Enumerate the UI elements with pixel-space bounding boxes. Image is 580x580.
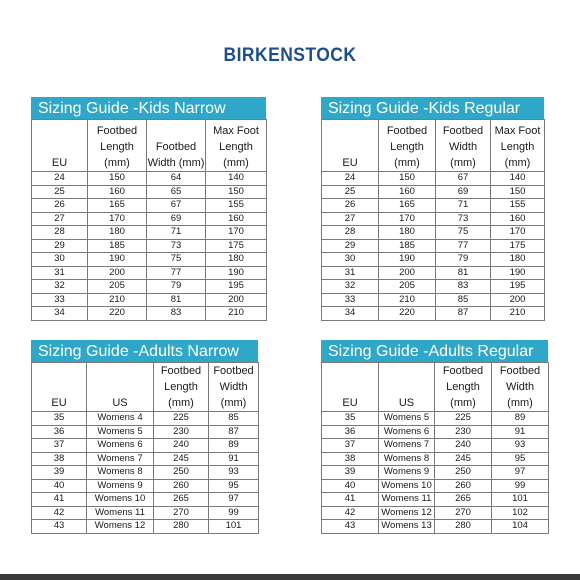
table-cell: 73: [147, 239, 206, 253]
table-cell: 89: [492, 412, 549, 426]
table-cell: 81: [147, 293, 206, 307]
table-cell: 265: [154, 493, 209, 507]
table-row: [32, 212, 267, 226]
table-cell: 160: [206, 212, 267, 226]
kids-regular-header-row: [322, 120, 545, 172]
table-cell: 170: [206, 226, 267, 240]
bottom-divider: [0, 574, 580, 580]
table-cell: 175: [206, 239, 267, 253]
table-row: [322, 185, 545, 199]
table-cell: 87: [436, 307, 491, 321]
table-cell: 190: [88, 253, 147, 267]
table-cell: 71: [436, 199, 491, 213]
table-cell: 24: [32, 172, 88, 186]
table-cell: 79: [436, 253, 491, 267]
table-cell: 89: [209, 439, 259, 453]
table-cell: 175: [491, 239, 545, 253]
table-cell: 28: [322, 226, 379, 240]
table-cell: 270: [154, 506, 209, 520]
table-row: [322, 412, 549, 426]
table-cell: 230: [435, 425, 492, 439]
table-cell: 32: [32, 280, 88, 294]
header-us: US: [87, 363, 154, 412]
header-footbed-length: Footbed Length (mm): [435, 363, 492, 412]
table-cell: 69: [147, 212, 206, 226]
table-cell: 260: [435, 479, 492, 493]
table-cell: 160: [491, 212, 545, 226]
table-cell: 37: [32, 439, 87, 453]
table-cell: 83: [147, 307, 206, 321]
table-cell: Womens 5: [379, 412, 435, 426]
table-cell: 24: [322, 172, 379, 186]
table-cell: 200: [206, 293, 267, 307]
table-cell: Womens 8: [87, 466, 154, 480]
table-cell: 73: [436, 212, 491, 226]
kids-narrow-panel: [31, 97, 266, 321]
table-cell: 43: [322, 520, 379, 534]
table-cell: 85: [209, 412, 259, 426]
table-cell: 67: [147, 199, 206, 213]
table-cell: 26: [322, 199, 379, 213]
table-cell: 190: [491, 266, 545, 280]
table-cell: 37: [322, 439, 379, 453]
adults-narrow-table: [31, 362, 259, 534]
table-cell: 190: [206, 266, 267, 280]
header-us: US: [379, 363, 435, 412]
table-cell: 26: [32, 199, 88, 213]
table-cell: 180: [88, 226, 147, 240]
table-row: [32, 520, 259, 534]
table-cell: 240: [154, 439, 209, 453]
table-cell: 104: [492, 520, 549, 534]
table-cell: 39: [322, 466, 379, 480]
table-cell: 97: [209, 493, 259, 507]
table-cell: 180: [379, 226, 436, 240]
table-row: [32, 293, 267, 307]
kids-narrow-title: Sizing Guide -Kids Narrow: [31, 97, 266, 119]
table-cell: 270: [435, 506, 492, 520]
table-row: [322, 293, 545, 307]
table-cell: Womens 12: [87, 520, 154, 534]
table-cell: 102: [492, 506, 549, 520]
table-cell: 220: [88, 307, 147, 321]
table-cell: Womens 10: [87, 493, 154, 507]
table-cell: 250: [435, 466, 492, 480]
table-cell: 155: [206, 199, 267, 213]
table-cell: 39: [32, 466, 87, 480]
table-cell: 65: [147, 185, 206, 199]
table-cell: 77: [436, 239, 491, 253]
table-cell: 150: [491, 185, 545, 199]
table-cell: 170: [491, 226, 545, 240]
table-cell: Womens 11: [379, 493, 435, 507]
kids-regular-title: Sizing Guide -Kids Regular: [321, 97, 544, 119]
header-footbed-length: Footbed Length (mm): [88, 120, 147, 172]
table-row: [32, 412, 259, 426]
table-cell: 30: [322, 253, 379, 267]
table-row: [32, 493, 259, 507]
table-row: [322, 479, 549, 493]
table-cell: 165: [379, 199, 436, 213]
table-cell: 225: [435, 412, 492, 426]
table-cell: 230: [154, 425, 209, 439]
header-footbed-length: Footbed Length (mm): [379, 120, 436, 172]
table-cell: 150: [206, 185, 267, 199]
table-cell: 30: [32, 253, 88, 267]
adults-regular-title: Sizing Guide -Adults Regular: [321, 340, 548, 362]
table-row: [322, 466, 549, 480]
table-cell: 280: [435, 520, 492, 534]
table-cell: 210: [491, 307, 545, 321]
table-cell: 210: [379, 293, 436, 307]
table-cell: 42: [322, 506, 379, 520]
table-cell: 40: [322, 479, 379, 493]
table-cell: 95: [492, 452, 549, 466]
table-cell: 41: [32, 493, 87, 507]
table-cell: 200: [88, 266, 147, 280]
table-cell: 43: [32, 520, 87, 534]
table-cell: 160: [379, 185, 436, 199]
table-row: [32, 439, 259, 453]
table-cell: 75: [436, 226, 491, 240]
table-cell: Womens 6: [87, 439, 154, 453]
table-cell: Womens 7: [379, 439, 435, 453]
header-footbed-width: Footbed Width (mm): [492, 363, 549, 412]
table-row: [322, 199, 545, 213]
table-cell: 28: [32, 226, 88, 240]
table-cell: 41: [322, 493, 379, 507]
table-cell: 280: [154, 520, 209, 534]
table-cell: 32: [322, 280, 379, 294]
table-row: [32, 199, 267, 213]
table-cell: 38: [32, 452, 87, 466]
adults-regular-panel: [321, 340, 548, 534]
header-footbed-width: Footbed Width (mm): [147, 120, 206, 172]
table-cell: 35: [322, 412, 379, 426]
table-row: [322, 439, 549, 453]
table-row: [322, 172, 545, 186]
table-cell: 265: [435, 493, 492, 507]
table-row: [322, 253, 545, 267]
table-cell: 31: [322, 266, 379, 280]
table-cell: 160: [88, 185, 147, 199]
table-cell: 29: [322, 239, 379, 253]
table-row: [322, 307, 545, 321]
kids-narrow-header-row: [32, 120, 267, 172]
table-cell: 195: [206, 280, 267, 294]
table-row: [322, 266, 545, 280]
table-row: [322, 280, 545, 294]
header-footbed-width: Footbed Width (mm): [209, 363, 259, 412]
table-row: [322, 239, 545, 253]
table-cell: 205: [379, 280, 436, 294]
table-cell: 260: [154, 479, 209, 493]
table-cell: Womens 11: [87, 506, 154, 520]
table-row: [32, 172, 267, 186]
table-cell: 87: [209, 425, 259, 439]
header-max-foot-length: Max Foot Length (mm): [206, 120, 267, 172]
table-cell: 91: [209, 452, 259, 466]
table-row: [322, 452, 549, 466]
table-cell: Womens 10: [379, 479, 435, 493]
table-cell: 29: [32, 239, 88, 253]
table-row: [32, 452, 259, 466]
table-cell: 250: [154, 466, 209, 480]
table-cell: 40: [32, 479, 87, 493]
table-cell: 36: [322, 425, 379, 439]
table-cell: 79: [147, 280, 206, 294]
table-cell: 225: [154, 412, 209, 426]
table-cell: Womens 4: [87, 412, 154, 426]
table-row: [32, 506, 259, 520]
table-row: [32, 226, 267, 240]
table-cell: 34: [32, 307, 88, 321]
table-cell: 150: [88, 172, 147, 186]
header-max-foot-length: Max Foot Length (mm): [491, 120, 545, 172]
table-row: [32, 466, 259, 480]
table-cell: 200: [379, 266, 436, 280]
header-eu: EU: [32, 363, 87, 412]
table-cell: 165: [88, 199, 147, 213]
table-cell: 180: [491, 253, 545, 267]
table-cell: Womens 9: [379, 466, 435, 480]
header-footbed-length: Footbed Length (mm): [154, 363, 209, 412]
table-cell: 77: [147, 266, 206, 280]
table-cell: 170: [88, 212, 147, 226]
table-row: [32, 280, 267, 294]
table-cell: 140: [491, 172, 545, 186]
table-cell: 33: [32, 293, 88, 307]
table-cell: 210: [206, 307, 267, 321]
table-row: [322, 506, 549, 520]
table-row: [322, 520, 549, 534]
table-cell: 75: [147, 253, 206, 267]
table-cell: 205: [88, 280, 147, 294]
table-cell: 25: [32, 185, 88, 199]
table-cell: 93: [209, 466, 259, 480]
table-cell: 99: [209, 506, 259, 520]
table-cell: 95: [209, 479, 259, 493]
table-row: [32, 185, 267, 199]
header-eu: EU: [32, 120, 88, 172]
adults-regular-table: [321, 362, 549, 534]
table-cell: 190: [379, 253, 436, 267]
kids-regular-table: [321, 119, 545, 321]
table-cell: 27: [322, 212, 379, 226]
adults-narrow-header-row: [32, 363, 259, 412]
adults-narrow-title: Sizing Guide -Adults Narrow: [31, 340, 258, 362]
table-row: [32, 239, 267, 253]
table-cell: 155: [491, 199, 545, 213]
table-cell: 97: [492, 466, 549, 480]
table-cell: 64: [147, 172, 206, 186]
table-cell: 99: [492, 479, 549, 493]
table-cell: 245: [154, 452, 209, 466]
table-cell: 185: [88, 239, 147, 253]
table-cell: 81: [436, 266, 491, 280]
table-cell: 34: [322, 307, 379, 321]
table-cell: Womens 6: [379, 425, 435, 439]
table-cell: 71: [147, 226, 206, 240]
table-row: [32, 425, 259, 439]
adults-regular-header-row: [322, 363, 549, 412]
table-cell: Womens 9: [87, 479, 154, 493]
table-cell: 245: [435, 452, 492, 466]
table-row: [32, 253, 267, 267]
table-cell: 35: [32, 412, 87, 426]
table-cell: 42: [32, 506, 87, 520]
table-cell: 180: [206, 253, 267, 267]
table-cell: 101: [209, 520, 259, 534]
table-cell: 185: [379, 239, 436, 253]
kids-narrow-table: [31, 119, 267, 321]
header-footbed-width: Footbed Width (mm): [436, 120, 491, 172]
table-cell: 36: [32, 425, 87, 439]
table-cell: 67: [436, 172, 491, 186]
table-cell: 170: [379, 212, 436, 226]
table-row: [322, 425, 549, 439]
table-cell: 150: [379, 172, 436, 186]
table-row: [32, 307, 267, 321]
table-row: [32, 479, 259, 493]
header-eu: EU: [322, 363, 379, 412]
table-cell: 220: [379, 307, 436, 321]
table-row: [32, 266, 267, 280]
table-cell: 93: [492, 439, 549, 453]
table-cell: Womens 13: [379, 520, 435, 534]
table-cell: 240: [435, 439, 492, 453]
table-cell: 101: [492, 493, 549, 507]
table-cell: 38: [322, 452, 379, 466]
table-row: [322, 226, 545, 240]
table-cell: 210: [88, 293, 147, 307]
table-cell: 91: [492, 425, 549, 439]
table-cell: 200: [491, 293, 545, 307]
table-cell: 69: [436, 185, 491, 199]
table-cell: 33: [322, 293, 379, 307]
table-cell: Womens 8: [379, 452, 435, 466]
adults-narrow-panel: [31, 340, 258, 534]
table-cell: 195: [491, 280, 545, 294]
table-row: [322, 212, 545, 226]
brand-logo-text: BIRKENSTOCK: [223, 45, 357, 66]
table-cell: Womens 7: [87, 452, 154, 466]
table-cell: 31: [32, 266, 88, 280]
table-cell: Womens 5: [87, 425, 154, 439]
table-cell: Womens 12: [379, 506, 435, 520]
table-row: [322, 493, 549, 507]
table-cell: 140: [206, 172, 267, 186]
table-cell: 85: [436, 293, 491, 307]
table-cell: 83: [436, 280, 491, 294]
kids-regular-panel: [321, 97, 544, 321]
table-cell: 27: [32, 212, 88, 226]
table-cell: 25: [322, 185, 379, 199]
header-eu: EU: [322, 120, 379, 172]
